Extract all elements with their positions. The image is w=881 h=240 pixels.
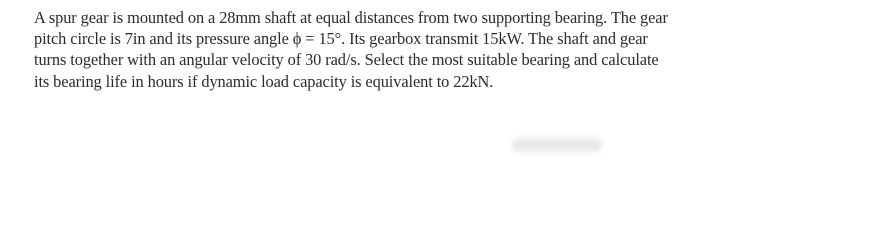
- problem-line-2: pitch circle is 7in and its pressure angle ϕ = 15°. Its gearbox transmit 15kW. The shaft and gear: [34, 29, 648, 49]
- problem-statement: [34, 7, 874, 92]
- blurred-smudge: [512, 138, 602, 152]
- problem-line-3: turns together with an angular velocity of 30 rad/s. Select the most suitable bearing and calculate: [34, 50, 659, 70]
- problem-line-4: its bearing life in hours if dynamic load capacity is equivalent to 22kN.: [34, 71, 494, 91]
- problem-line-1: A spur gear is mounted on a 28mm shaft at equal distances from two supporting bearing. The gear: [34, 8, 668, 27]
